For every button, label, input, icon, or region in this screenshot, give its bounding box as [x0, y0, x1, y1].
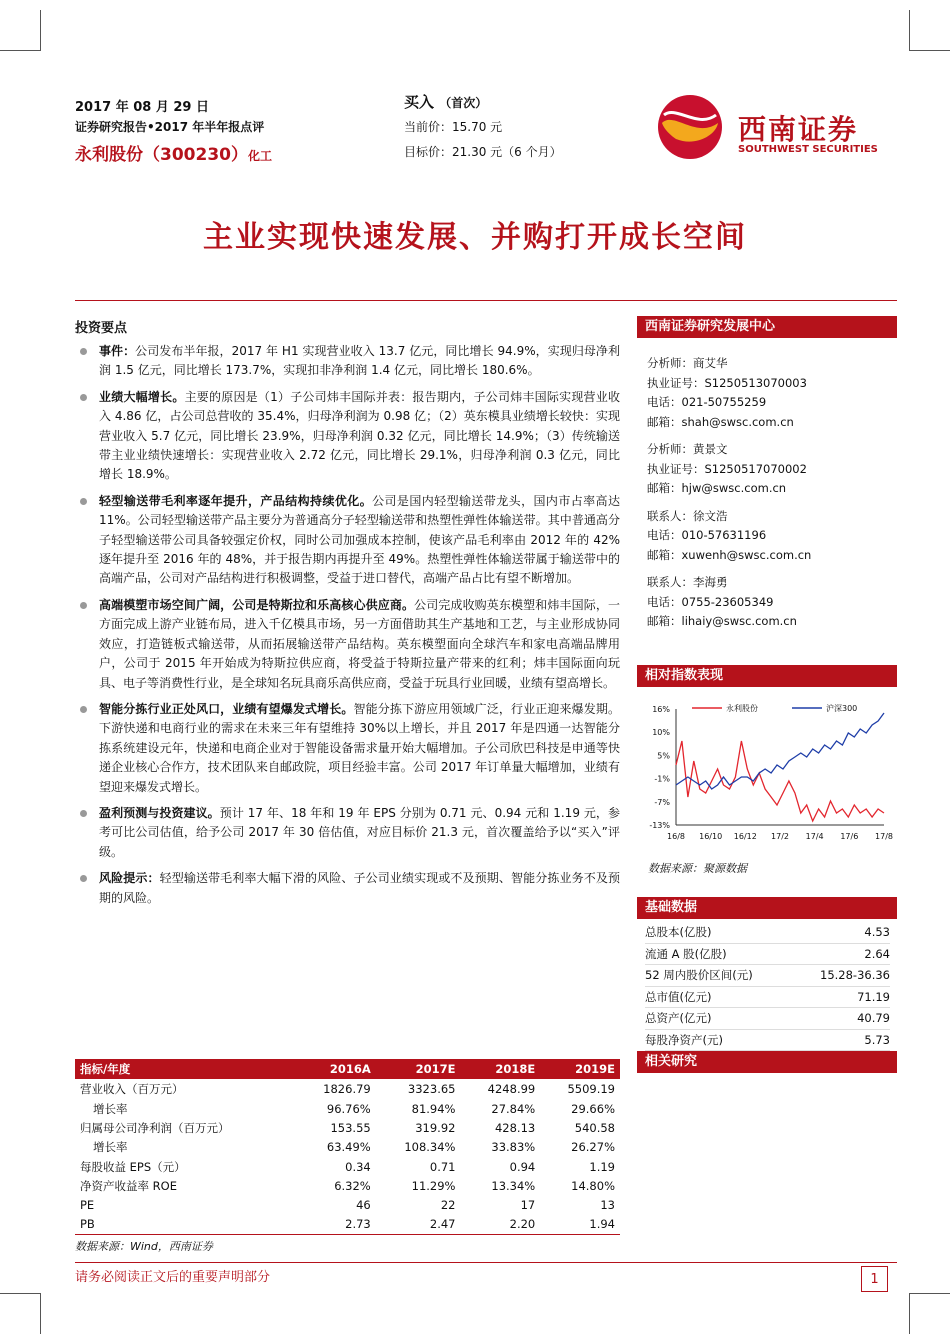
chart-legend-label: 沪深300 [826, 704, 858, 713]
industry-label: 化工 [247, 149, 272, 163]
stock-code: 300230 [160, 145, 231, 165]
bullet-dot-icon [80, 602, 87, 609]
table-row [75, 1176, 620, 1195]
cell: 13.34% [491, 1178, 536, 1193]
basic-label: 总股本(亿股) [645, 925, 712, 939]
cell: 1.94 [540, 1215, 620, 1235]
row-label: PE [80, 1198, 95, 1213]
table-row [75, 1119, 620, 1138]
basic-label: 52 周内股价区间(元) [645, 968, 753, 982]
rating [404, 91, 487, 112]
footer-divider [75, 1262, 897, 1263]
chart-y-tick-label: 16% [652, 705, 670, 714]
cell: 1826.79 [323, 1082, 371, 1097]
crop-mark-bottom-left [0, 1293, 41, 1334]
cell: 153.55 [330, 1121, 371, 1136]
basic-data-row [645, 922, 890, 944]
basic-data-row [645, 944, 890, 966]
highlight-item [75, 596, 620, 693]
cell: 96.76% [326, 1102, 371, 1117]
chart-y-tick-label: 10% [652, 728, 670, 738]
table-source: 数据来源：Wind，西南证券 [75, 1240, 213, 1253]
basic-value: 5.73 [864, 1032, 890, 1047]
chart-x-tick-label: 16/12 [733, 832, 757, 841]
highlight-item [75, 804, 620, 862]
cell: 11.29% [411, 1178, 456, 1193]
table-row [75, 1215, 620, 1235]
contact-line: 电话：021-50755259 [647, 395, 767, 409]
basic-data-row [645, 965, 890, 987]
table-header-cell: 2019E [540, 1059, 620, 1079]
row-label: 营业收入（百万元） [80, 1082, 184, 1097]
cell: 81.94% [411, 1102, 456, 1117]
rating-value: 买入 [404, 93, 435, 111]
highlight-lead: 轻型输送带毛利率逐年提升，产品结构持续优化。 [99, 493, 373, 508]
cell: 4248.99 [487, 1082, 536, 1097]
cell: 0.34 [345, 1159, 371, 1174]
rating-note: （首次） [439, 96, 488, 110]
company-name-text: 永利股份（ [75, 145, 160, 165]
contact-email[interactable]: 邮箱：lihaiy@swsc.com.cn [647, 614, 797, 628]
contact-line: 电话：0755-23605349 [647, 594, 774, 609]
table-row [75, 1100, 620, 1119]
cell: 22 [440, 1198, 456, 1213]
highlight-lead: 盈利预测与投资建议。 [99, 805, 220, 820]
crop-mark-top-right [909, 10, 950, 51]
target-price: 目标价：21.30 元（6 个月） [404, 145, 562, 159]
crop-mark-bottom-right [909, 1293, 950, 1334]
table-header-cell: 2016A [296, 1059, 376, 1079]
report-title: 主业实现快速发展、并购打开成长空间 [203, 220, 747, 255]
highlight-text: 公司是国内轻型输送带龙头，国内市占率高达 11%。公司轻型输送带产品主要分为普通高分子轻型输送带和热塑性弹性体输送带。其中普通高分子轻型输送带公司具备较强定价权，同时公司加强成本控制，使该产品毛利率由 2012 年的 42%逐年提升至 2016 年的 48%，并于报告期内再提升至 49%。热塑性弹性体输送带属于输送带中的高端产品，公司对产品结构进行积极调整，受益于进口替代，高端产品占比有望不断增加。 [99, 493, 620, 586]
table-header-cell: 2018E [460, 1059, 540, 1079]
cell: 2.47 [376, 1215, 461, 1235]
table-header-row [75, 1059, 620, 1079]
chart-x-tick-label: 17/2 [771, 832, 789, 841]
highlight-text: 主要的原因是（1）子公司炜丰国际并表：报告期内，子公司炜丰国际实现营业收入 4.86 亿，占公司总营收的 35.4%，归母净利润为 0.98 亿；（2）英东模具业绩增长较快：实现营业收入 5.7 亿元，同比增长 23.9%，归母净利润 0.32 亿元，同比增长 14.9%；（3）传统输送带主业业绩快速增长：实现营业收入 2.72 亿元，同比增长 29.1%，归母净利润 0.3 亿元，同比增长 18.9%。 [99, 389, 620, 482]
contact-line: 分析师：黄景文 [647, 442, 728, 456]
bullet-dot-icon [80, 810, 87, 817]
cell: 319.92 [415, 1121, 456, 1136]
index-performance-chart [640, 697, 893, 852]
highlight-text: 轻型输送带毛利率大幅下滑的风险、子公司业绩实现或不及预期、智能分拣业务不及预期的风险。 [99, 871, 620, 905]
contact-group [647, 354, 892, 432]
chart-series-line-1 [676, 713, 884, 789]
cell: 2.20 [460, 1215, 540, 1235]
related-research-heading: 相关研究 [637, 1051, 897, 1073]
chart-x-tick-label: 16/8 [667, 832, 685, 841]
chart-source: 数据来源：聚源数据 [648, 862, 747, 875]
contact-email[interactable]: 邮箱：shah@swsc.com.cn [647, 414, 794, 429]
contact-line: 电话：010-57631196 [647, 528, 767, 542]
cell: 540.58 [574, 1121, 615, 1136]
cell: 29.66% [571, 1102, 615, 1117]
index-performance-heading: 相对指数表现 [637, 665, 897, 687]
table-header-cell: 指标/年度 [75, 1059, 296, 1079]
current-price: 当前价：15.70 元 [404, 120, 503, 134]
contact-group [647, 573, 892, 632]
cell: 63.49% [326, 1140, 371, 1155]
highlight-item [75, 388, 620, 485]
company-name [75, 140, 272, 165]
title-divider [75, 300, 897, 301]
chart-y-tick-label: 5% [657, 751, 670, 761]
chart-series-line-0 [676, 741, 884, 821]
highlight-item [75, 342, 620, 381]
chart-y-tick-label: -7% [654, 797, 670, 807]
highlight-text: 公司发布半年报，2017 年 H1 实现营业收入 13.7 亿元，同比增长 94.9%，实现归母净利润 1.5 亿元，同比增长 173.7%，实现扣非净利润 1.4 亿元，同比增长 180.6%。 [99, 344, 620, 378]
chart-y-tick-label: -13% [649, 821, 670, 830]
report-date: 2017 年 08 月 29 日 [75, 100, 209, 115]
highlight-text: 预计 17 年、18 年和 19 年 EPS 分别为 0.71 元、0.94 元和 1.19 元，参考可比公司估值，给予公司 2017 年 30 倍估值，对应目标价 21.3 元，首次覆盖给予以“买入”评级。 [99, 805, 620, 859]
row-label: 每股收益 EPS（元） [80, 1159, 186, 1174]
cell: 5509.19 [567, 1082, 615, 1097]
cell: 46 [356, 1198, 371, 1213]
company-logo-icon [656, 93, 724, 161]
basic-label: 每股净资产(元) [645, 1032, 723, 1047]
page-number: 1 [861, 1266, 888, 1292]
basic-data-row [645, 1030, 890, 1052]
cell: 3323.65 [407, 1082, 456, 1097]
report-type: 证券研究报告•2017 年半年报点评 [75, 120, 265, 134]
cell: 0.94 [509, 1159, 536, 1174]
row-label: PB [75, 1215, 296, 1235]
financial-forecast-table [75, 1059, 620, 1235]
table-row [75, 1079, 620, 1100]
cell: 17 [520, 1198, 536, 1213]
table-row [75, 1157, 620, 1176]
chart-x-tick-label: 16/10 [699, 832, 723, 841]
cell: 108.34% [404, 1140, 456, 1155]
cell: 26.27% [571, 1140, 615, 1155]
table-row [75, 1138, 620, 1157]
contact-line: 执业证号：S1250517070002 [647, 461, 807, 476]
basic-value: 40.79 [857, 1011, 890, 1025]
basic-value: 2.64 [864, 946, 890, 961]
row-label: 归属母公司净利润（百万元） [80, 1121, 230, 1136]
cell: 0.71 [429, 1159, 456, 1174]
highlight-item [75, 869, 620, 908]
basic-label: 总资产(亿元) [645, 1011, 712, 1025]
contact-group [647, 507, 892, 566]
highlight-lead: 高端模塑市场空间广阔，公司是特斯拉和乐高核心供应商。 [99, 597, 415, 612]
basic-data-heading: 基础数据 [637, 897, 897, 919]
cell: 13 [600, 1198, 615, 1213]
contact-email[interactable]: 邮箱：hjw@swsc.com.cn [647, 481, 787, 495]
contact-line: 联系人：李海勇 [647, 575, 728, 589]
contact-line: 联系人：徐文浩 [647, 508, 728, 523]
basic-data-table [645, 922, 890, 1051]
highlights-list [75, 342, 620, 915]
research-center-heading: 西南证券研究发展中心 [637, 316, 897, 338]
logo-en: SOUTHWEST SECURITIES [738, 144, 878, 155]
bullet-dot-icon [80, 498, 87, 505]
bullet-dot-icon [80, 706, 87, 713]
cell: 33.83% [491, 1140, 536, 1155]
table-row [75, 1195, 620, 1214]
cell: 428.13 [494, 1121, 536, 1136]
contact-email[interactable]: 邮箱：xuwenh@swsc.com.cn [647, 547, 812, 562]
chart-x-tick-label: 17/6 [840, 832, 859, 841]
bullet-dot-icon [80, 394, 87, 401]
highlight-text: 智能分拣下游应用领域广泛，行业正迎来爆发期。下游快递和电商行业的需求在未来三年有望维持 30%以上增长，并且 2017 年是四通一达智能分拣系统建设元年，快递和电商企业对于智能设备需求量开始大幅增加。子公司欣巴科技是申通等快递企业核心合作方，技术团队来自邮政院，项目经验丰富。公司 2017 年订单量大幅增加，业绩有望迎来爆发式增长。 [99, 701, 620, 794]
highlight-lead: 风险提示： [99, 871, 160, 886]
highlight-lead: 智能分拣行业正处风口，业绩有望爆发式增长。 [99, 701, 354, 716]
bullet-dot-icon [80, 875, 87, 882]
highlight-item [75, 700, 620, 797]
logo-cn: 西南证券 [738, 113, 859, 146]
cell: 2.73 [296, 1215, 376, 1235]
contact-line: 执业证号：S1250513070003 [647, 375, 807, 390]
cell: 1.19 [589, 1159, 615, 1174]
cell: 6.32% [334, 1178, 371, 1193]
chart-legend-label: 永利股份 [726, 704, 758, 713]
highlight-lead: 事件： [99, 344, 136, 358]
contact-line: 分析师：商艾华 [647, 356, 728, 370]
row-label: 增长率 [93, 1102, 128, 1117]
basic-label: 流通 A 股(亿股) [645, 946, 727, 961]
cell: 14.80% [571, 1178, 615, 1193]
row-label: 净资产收益率 ROE [80, 1178, 177, 1193]
basic-value: 4.53 [864, 925, 890, 939]
contact-group [647, 440, 892, 499]
chart-y-tick-label: -1% [654, 774, 670, 784]
basic-data-row [645, 987, 890, 1009]
highlight-item [75, 492, 620, 589]
highlight-lead: 业绩大幅增长。 [99, 389, 185, 404]
crop-mark-top-left [0, 10, 41, 51]
table-header-cell: 2017E [376, 1059, 461, 1079]
chart-x-tick-label: 17/4 [805, 832, 824, 841]
highlight-text: 公司完成收购英东模塑和炜丰国际，一方面完成上游产业链布局，进入千亿模具市场，另一方面借助其生产基地和工艺，与主业形成协同效应，打造链板式输送带，从而拓展输送带产品结构。英东模塑面向全球汽车和家电高端品牌用户，公司于 2015 年开始成为特斯拉供应商，将受益于特斯拉量产带来的红利；炜丰国际面向玩具、电子等消费性行业，是全球知名玩具商乐高供应商，受益于玩具行业回暖，业绩有望高增长。 [99, 597, 620, 690]
cell: 27.84% [491, 1102, 536, 1117]
row-label: 增长率 [93, 1140, 128, 1155]
company-suffix: ） [230, 145, 248, 165]
basic-value: 15.28-36.36 [820, 968, 890, 982]
basic-value: 71.19 [857, 989, 890, 1004]
footer-disclaimer: 请务必阅读正文后的重要声明部分 [75, 1270, 271, 1285]
highlights-heading: 投资要点 [75, 321, 128, 336]
chart-x-tick-label: 17/8 [875, 832, 893, 841]
bullet-dot-icon [80, 348, 87, 355]
basic-label: 总市值(亿元) [645, 989, 712, 1004]
basic-data-row [645, 1008, 890, 1030]
contact-list [647, 354, 892, 640]
